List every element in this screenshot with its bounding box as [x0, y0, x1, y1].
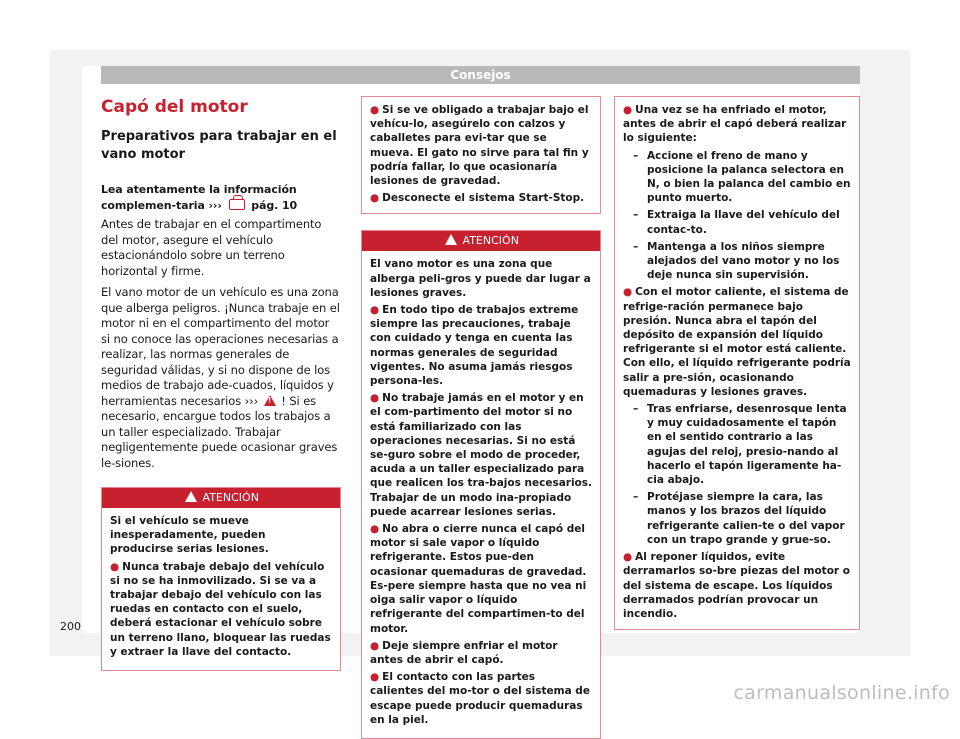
continued-bullet-text: Desconecte el sistema Start-Stop.: [382, 192, 585, 205]
bullet-icon: ●: [370, 104, 380, 116]
sub-item-text: Extraiga la llave del vehículo del contac-to.: [647, 209, 840, 236]
watermark-text: carmanualsonline.info: [733, 682, 950, 704]
warning-bullet: [370, 522, 592, 636]
bullet-icon: ●: [110, 560, 120, 573]
warning-box-heading: ATENCIÓN: [462, 234, 519, 248]
warning-triangle-icon: [445, 234, 457, 245]
warning-bullet: [623, 103, 851, 146]
sub-item-text: Accione el freno de mano y posicione la palanca selectora en N, o bien la palanca del cambio en punto muerto.: [647, 149, 851, 205]
warning-bullet-text: En todo tipo de trabajos extreme siempre las precauciones, trabaje con cuidado y tenga en cuenta las normas generales de seguridad vigentes. No asuma jamás riesgos persona-les.: [370, 304, 579, 388]
body-paragraph-2-text: El vano motor de un vehículo es una zona que alberga peligros. ¡Nunca trabaje en el motor ni en el compartimento del motor si no conoce las operaciones necesarias a realizar, las normas generales de seguridad válidas, y si no dispone de los medios de trabajo ade-cuados, líquidos y herramientas necesarios: [101, 285, 340, 408]
warning-bullet: [370, 391, 592, 519]
warning-bullet: [623, 285, 851, 399]
bullet-icon: ●: [370, 192, 380, 205]
section-subtitle: Preparativos para trabajar en el vano motor: [101, 129, 337, 162]
warning-box-heading: ATENCIÓN: [202, 491, 259, 504]
warning-intro: Si el vehículo se mueve inesperadamente, pueden producirse serias lesiones.: [110, 515, 269, 556]
body-paragraph-2-tail: ! Si es necesario, encargue todos los trabajos a un taller especializado. Trabajar negligentemente puede ocasionar graves le-siones.: [101, 393, 338, 470]
sub-item: [623, 490, 851, 547]
warning-bullet-text: Nunca trabaje debajo del vehículo si no se ha inmovilizado. Si se va a trabajar debajo del vehículo con las ruedas en contacto con el suelo, deberá estacionar el vehículo sobre un terreno llano, bloquear las ruedas y extraer la llave del contacto.: [110, 560, 331, 658]
warning-bullet-text: El contacto con las partes calientes del mo-tor o del sistema de escape puede producir quemaduras en la piel.: [370, 671, 590, 726]
warning-triangle-icon: [185, 491, 197, 502]
warning-bullet: [370, 639, 592, 667]
warning-box-left: [101, 487, 341, 671]
book-reference-icon: [229, 199, 245, 210]
warning-triangle-icon: [264, 395, 276, 406]
continued-box: [361, 96, 601, 214]
warning-bullet-text: No trabaje jamás en el motor y en el com-partimento del motor si no está familiarizado con las operaciones necesarias. Si no está se-guro sobre el modo de proceder, acuda a un taller especializado para que realicen los tra-bajos necesarios. Trabajar de un modo ina-propiado puede acarrear lesiones serias.: [370, 392, 593, 518]
section-header: Consejos: [101, 66, 860, 84]
lead-text: Lea atentamente la información complemen-taria: [101, 183, 297, 212]
warning-box-middle: [361, 230, 601, 739]
bullet-icon: ●: [370, 671, 380, 684]
dash-marker: –: [633, 149, 639, 162]
warning-box-header: [102, 488, 340, 508]
sub-item: [623, 149, 851, 206]
warning-bullet: [370, 303, 592, 388]
bullet-icon: ●: [370, 392, 380, 405]
sub-item: [623, 402, 851, 487]
dash-marker: –: [633, 403, 639, 416]
warning-bullet-text: Deje siempre enfriar el motor antes de abrir el capó.: [370, 639, 558, 666]
warning-bullet-text: Una vez se ha enfriado el motor, antes de abrir el capó deberá realizar lo siguiente:: [623, 104, 847, 145]
bullet-icon: ●: [623, 551, 633, 564]
bullet-icon: ●: [370, 523, 380, 536]
dash-marker: –: [633, 240, 639, 253]
warning-box-header: [362, 231, 600, 251]
warning-bullet: [370, 670, 592, 727]
body-paragraph-2: [101, 285, 341, 471]
sub-item-text: Mantenga a los niños siempre alejados del vano motor y no los deje nunca sin supervisión.: [647, 240, 840, 282]
bullet-icon: ●: [623, 286, 633, 299]
warning-ref-arrows: ›››: [244, 393, 259, 408]
warning-intro: El vano motor es una zona que alberga peli-gros y puede dar lugar a lesiones graves.: [370, 258, 591, 299]
warning-bullet-text: No abra o cierre nunca el capó del motor si sale vapor o líquido refrigerante. Estos pue-den ocasionar quemaduras de gravedad. Es-pere siempre hasta que no vea ni oiga salir vapor o líquido refrigerante del compartimen-to del motor.: [370, 523, 587, 635]
page-title: Capó del motor: [101, 97, 248, 117]
column-middle: [361, 96, 601, 739]
bullet-icon: ●: [370, 304, 380, 317]
warning-bullet-text: Con el motor caliente, el sistema de refrige-ración permanece bajo presión. Nunca abra el tapón del depósito de expansión del líquido refrigerante si el motor está caliente. Con ello, el líquido refrigerante podría salir a pre-sión, ocasionando quemaduras y lesiones graves.: [623, 286, 851, 398]
bullet-icon: ●: [623, 104, 633, 116]
page-number: 200: [60, 620, 81, 633]
lead-paragraph: [101, 182, 341, 213]
continued-bullet: [370, 191, 592, 205]
continued-warning-box: [614, 96, 860, 630]
column-right: [614, 96, 860, 630]
body-paragraph-1: Antes de trabajar en el compartimento del motor, asegure el vehículo estacionándolo sobre un terreno horizontal y firme.: [101, 217, 322, 278]
dash-marker: –: [633, 491, 639, 504]
dash-marker: –: [633, 209, 639, 222]
continued-bullet: [370, 103, 592, 188]
lead-page-link[interactable]: pág. 10: [251, 198, 298, 212]
warning-bullet: [623, 550, 851, 621]
warning-bullet: [110, 560, 332, 659]
lead-arrows: ›››: [208, 198, 222, 212]
sub-item: [623, 208, 851, 236]
continued-bullet-text: Si se ve obligado a trabajar bajo el vehícu-lo, asegúrelo con calzos y caballetes para evi-tar que se mueva. El gato no sirve para tal fin y podría fallar, lo que ocasionaría lesiones de gravedad.: [370, 104, 589, 188]
warning-bullet-text: Al reponer líquidos, evite derramarlos so-bre piezas del motor o del sistema de escape. Los líquidos derramados podrían provocar un incendio.: [623, 551, 850, 620]
bullet-icon: ●: [370, 639, 380, 652]
sub-item-text: Protéjase siempre la cara, las manos y los brazos del líquido refrigerante calien-te o del vapor con un trapo grande y grue-so.: [647, 491, 845, 546]
sub-item-text: Tras enfriarse, desenrosque lenta y muy cuidadosamente el tapón en el sentido contrario a las agujas del reloj, presio-nando al hacerlo el tapón ligeramente ha-cia abajo.: [647, 403, 847, 487]
column-left: [101, 96, 341, 671]
sub-item: [623, 240, 851, 283]
